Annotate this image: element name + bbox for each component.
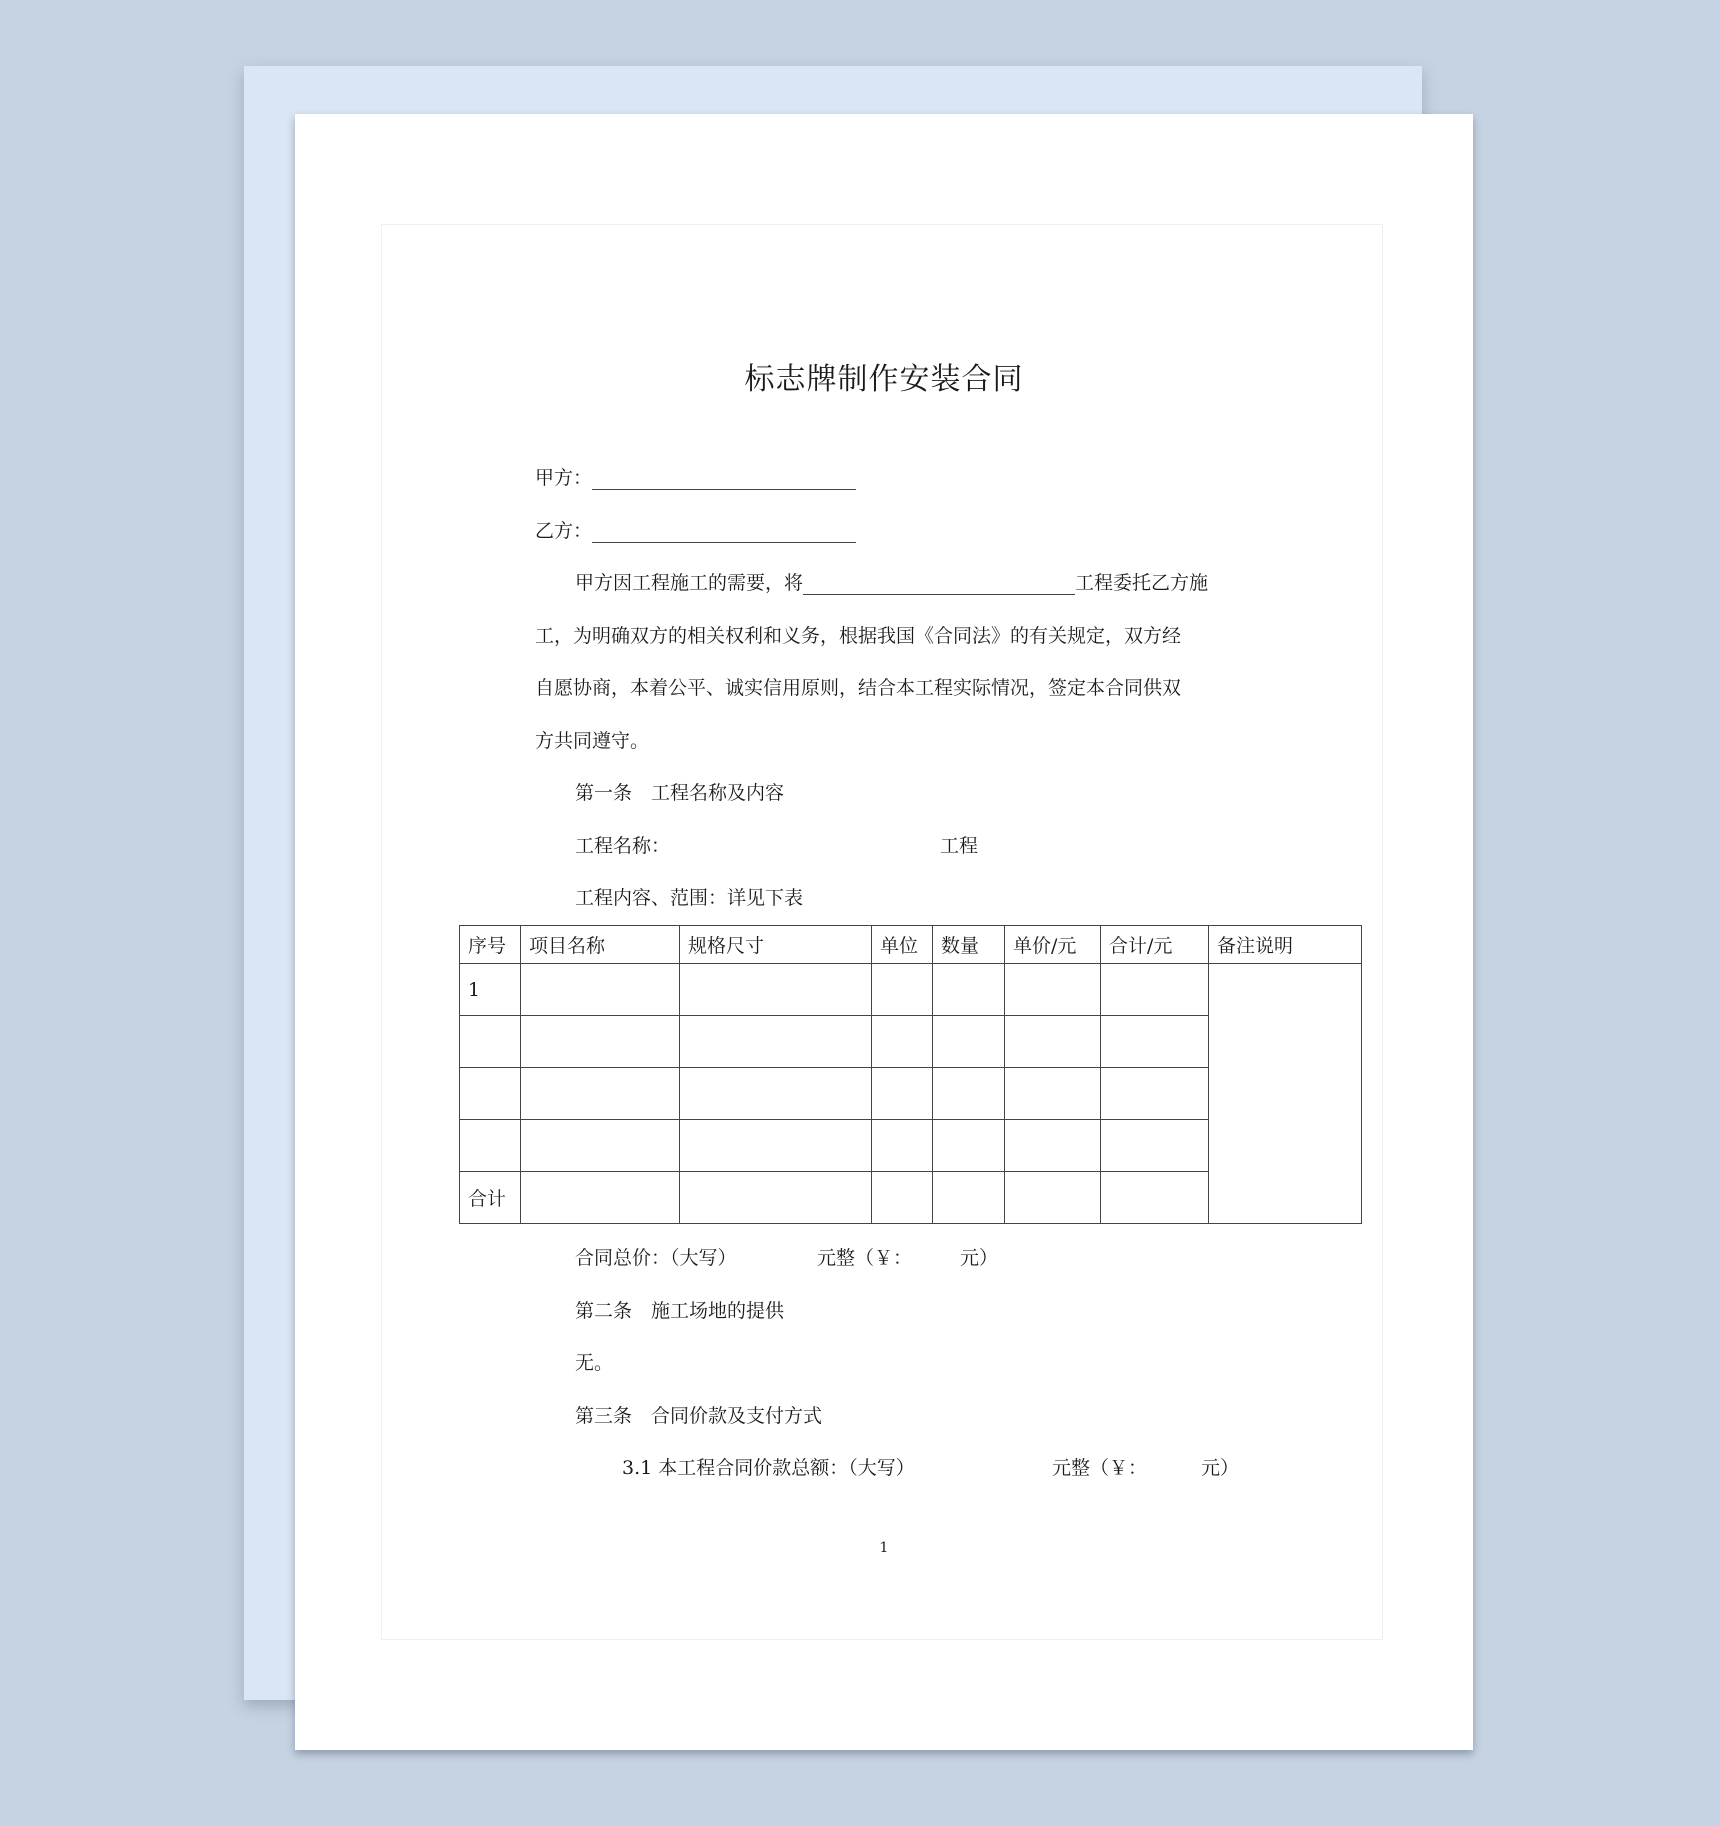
party-b-line [535, 519, 856, 543]
cell-index[interactable] [460, 1068, 521, 1120]
intro-line-3: 自愿协商，本着公平、诚实信用原则，结合本工程实际情况，签定本合同供双 [535, 677, 1182, 699]
intro-text-after-blank: 工程委托乙方施 [1075, 572, 1209, 594]
cell-unit-price[interactable] [1005, 1120, 1101, 1172]
party-b-blank[interactable] [592, 522, 856, 543]
project-scope: 工程内容、范围：详见下表 [575, 887, 804, 909]
cell-quantity[interactable] [933, 964, 1005, 1016]
cell-item-name[interactable] [521, 1172, 680, 1224]
clause-3-1-label: 3.1 本工程合同价款总额：（大写） [622, 1457, 915, 1479]
col-header-index: 序号 [460, 926, 521, 964]
clause-3-1-close: 元） [1201, 1457, 1240, 1479]
cell-index[interactable] [460, 1016, 521, 1068]
cell-unit[interactable] [872, 1172, 933, 1224]
cell-unit-price[interactable] [1005, 1016, 1101, 1068]
article-2-body: 无。 [575, 1352, 614, 1374]
cell-item-name[interactable] [521, 1016, 680, 1068]
document-page [295, 114, 1473, 1750]
col-header-unit-price: 单价/元 [1005, 926, 1101, 964]
cell-subtotal[interactable] [1101, 964, 1209, 1016]
cell-remarks[interactable] [1209, 964, 1362, 1224]
cell-index[interactable] [460, 1120, 521, 1172]
items-table [459, 925, 1362, 1224]
total-price-close: 元） [960, 1247, 999, 1269]
cell-unit-price[interactable] [1005, 1172, 1101, 1224]
document-title: 标志牌制作安装合同 [744, 362, 1024, 397]
party-a-line [535, 466, 856, 490]
cell-unit[interactable] [872, 1068, 933, 1120]
cell-quantity[interactable] [933, 1120, 1005, 1172]
project-blank[interactable] [803, 574, 1075, 595]
cell-spec[interactable] [680, 1016, 872, 1068]
clause-3-1-unit: 元整（￥： [1052, 1457, 1148, 1479]
intro-line-4: 方共同遵守。 [535, 730, 650, 752]
project-name-label: 工程名称： [575, 835, 671, 857]
table-row [460, 964, 1362, 1016]
cell-total-label: 合计 [460, 1172, 521, 1224]
article-2-heading: 第二条 施工场地的提供 [575, 1300, 785, 1322]
intro-text-before-blank: 甲方因工程施工的需要，将 [575, 572, 804, 594]
article-1-heading: 第一条 工程名称及内容 [575, 782, 785, 804]
cell-subtotal[interactable] [1101, 1068, 1209, 1120]
cell-unit-price[interactable] [1005, 964, 1101, 1016]
cell-item-name[interactable] [521, 1068, 680, 1120]
total-price-unit: 元整（￥： [817, 1247, 913, 1269]
cell-unit[interactable] [872, 1120, 933, 1172]
cell-subtotal[interactable] [1101, 1120, 1209, 1172]
page-number: 1 [879, 1540, 889, 1556]
cell-spec[interactable] [680, 1068, 872, 1120]
intro-line-2: 工，为明确双方的相关权利和义务，根据我国《合同法》的有关规定，双方经 [535, 625, 1182, 647]
table-header-row [460, 926, 1362, 964]
cell-spec[interactable] [680, 1172, 872, 1224]
cell-unit-price[interactable] [1005, 1068, 1101, 1120]
col-header-item-name: 项目名称 [521, 926, 680, 964]
cell-index[interactable]: 1 [460, 964, 521, 1016]
party-a-label: 甲方： [535, 467, 593, 489]
cell-quantity[interactable] [933, 1172, 1005, 1224]
col-header-unit: 单位 [872, 926, 933, 964]
article-3-heading: 第三条 合同价款及支付方式 [575, 1405, 823, 1427]
party-b-label: 乙方： [535, 520, 593, 542]
cell-spec[interactable] [680, 1120, 872, 1172]
cell-item-name[interactable] [521, 1120, 680, 1172]
cell-subtotal[interactable] [1101, 1016, 1209, 1068]
col-header-quantity: 数量 [933, 926, 1005, 964]
project-name-suffix: 工程 [940, 835, 979, 857]
cell-item-name[interactable] [521, 964, 680, 1016]
cell-unit[interactable] [872, 1016, 933, 1068]
cell-quantity[interactable] [933, 1016, 1005, 1068]
cell-quantity[interactable] [933, 1068, 1005, 1120]
col-header-spec: 规格尺寸 [680, 926, 872, 964]
cell-spec[interactable] [680, 964, 872, 1016]
col-header-subtotal: 合计/元 [1101, 926, 1209, 964]
cell-subtotal[interactable] [1101, 1172, 1209, 1224]
col-header-remarks: 备注说明 [1209, 926, 1362, 964]
party-a-blank[interactable] [592, 469, 856, 490]
intro-line-1 [575, 571, 1208, 595]
cell-unit[interactable] [872, 964, 933, 1016]
total-price-label: 合同总价：（大写） [575, 1247, 737, 1269]
